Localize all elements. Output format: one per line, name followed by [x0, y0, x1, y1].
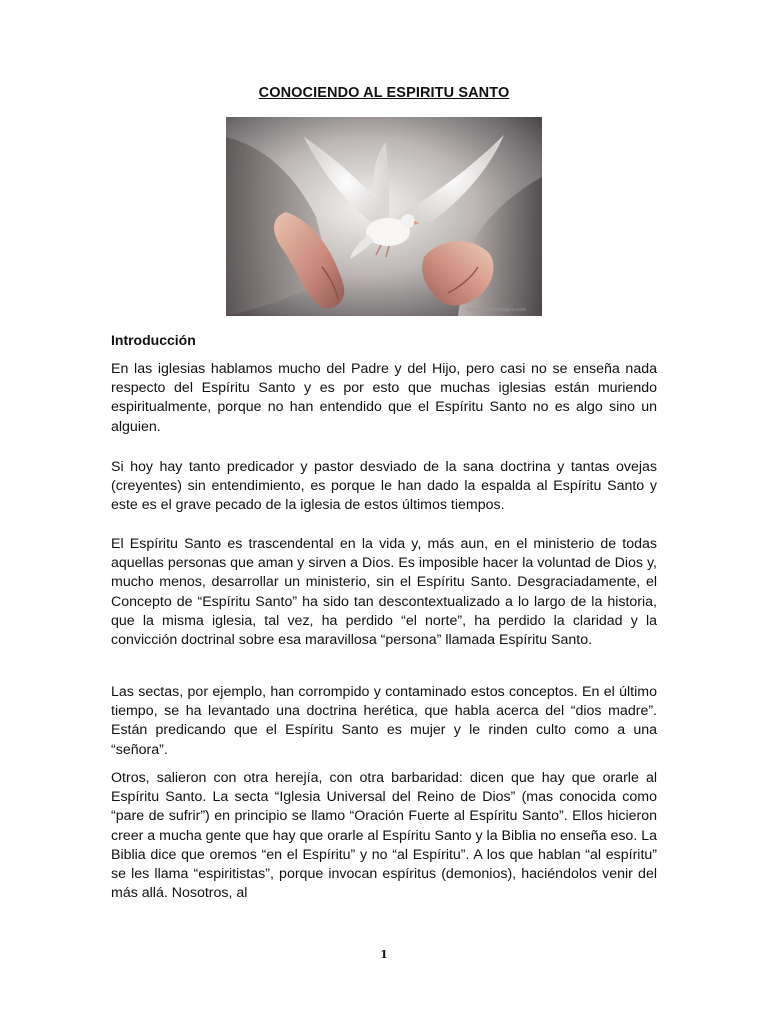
paragraph-1 [111, 360, 657, 437]
paragraph-text: En las iglesias hablamos mucho del Padre y del Hijo, pero casi no se enseña nada respecto del Espíritu Santo y es por esto que muchas iglesias están muriendo espiritualmente, porque no han entendido que el Espíritu Santo no es algo sino un alguien. [111, 361, 657, 435]
paragraph-text: Otros, salieron con otra herejía, con otra barbaridad: dicen que hay que orarle al Espíritu Santo. La secta “Iglesia Universal del Reino de Dios” (mas conocida como “pare de sufrir”) en principio se llamo “Oración Fuerte al Espíritu Santo”. Ellos hicieron creer a mucha gente que hay que orarle al Espíritu Santo y la Biblia no enseña eso. La Biblia dice que oremos “en el Espíritu” y no “al Espíritu”. A los que hablan “al espíritu” se les llama “espiritistas”, porque invocan espíritus (demonios), haciéndolos venir del más allá. Nosotros, al [111, 770, 657, 902]
document-title: CONOCIENDO AL ESPIRITU SANTO [258, 85, 510, 101]
paragraph-4 [111, 683, 657, 760]
dove-between-hands-image [226, 117, 542, 316]
paragraph-text: Las sectas, por ejemplo, han corrompido y contaminado estos conceptos. En el último tiempo, se ha levantado una doctrina herética, que habla acerca del “dios madre”. Están predicando que el Espíritu Santo es mujer y le rinden culto como a una “señora”. [111, 684, 657, 758]
paragraph-5 [111, 769, 657, 903]
image-watermark: www.gospelimages.com [467, 307, 526, 313]
paragraph-text: Si hoy hay tanto predicador y pastor desviado de la sana doctrina y tantas ovejas (creyentes) sin entendimiento, es porque le han dado la espalda al Espíritu Santo y este es el grave pecado de la iglesia de estos últimos tiempos. [111, 459, 657, 514]
paragraph-2 [111, 458, 657, 516]
paragraph-3 [111, 535, 657, 650]
paragraph-text: El Espíritu Santo es trascendental en la vida y, más aun, en el ministerio de todas aquellas personas que aman y sirven a Dios. Es imposible hacer la voluntad de Dios y, mucho menos, desarrollar un ministerio, sin el Espíritu Santo. Desgraciadamente, el Concepto de “Espíritu Santo” ha sido tan descontextualizado a lo largo de la historia, que la misma iglesia, tal vez, ha perdido “el norte”, ha perdido la claridad y la convicción doctrinal sobre esa maravillosa “persona” llamada Espíritu Santo. [111, 536, 657, 649]
page-number: 1 [380, 948, 388, 961]
section-heading: Introducción [111, 332, 196, 348]
